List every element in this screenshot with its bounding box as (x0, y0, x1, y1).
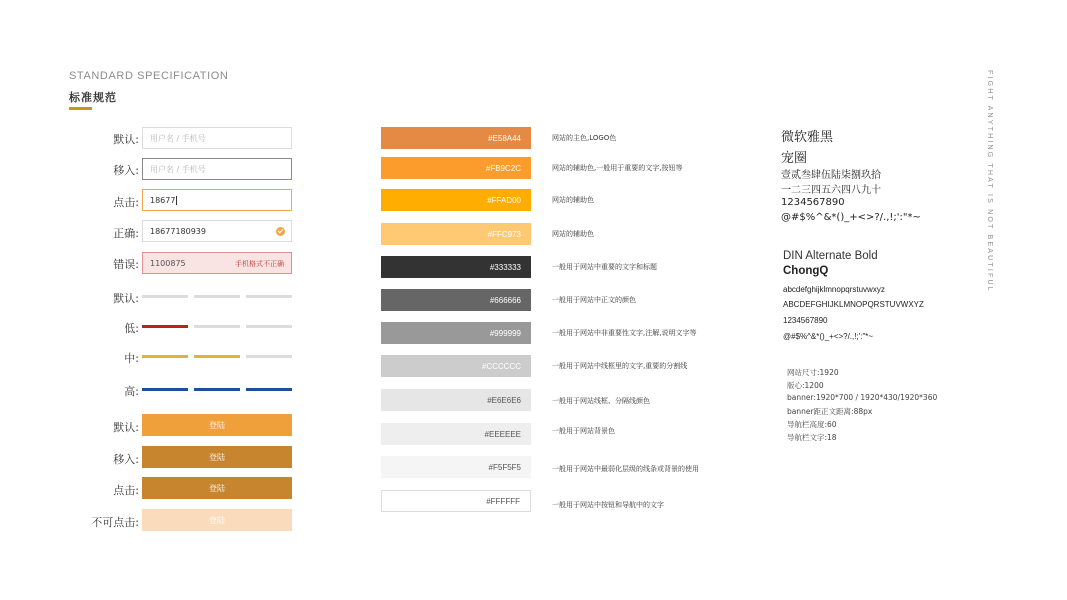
input-valid-label: 正确: (113, 227, 139, 240)
swatch-hex: #E6E6E6 (487, 395, 521, 405)
strength-segment (194, 295, 240, 298)
input-default[interactable] (142, 127, 292, 149)
color-swatch (381, 355, 531, 377)
button-pressed-label: 点击: (113, 484, 139, 497)
swatch-hex: #F5F5F5 (488, 462, 521, 472)
swatch-hex: #333333 (489, 262, 521, 272)
strength-segment (194, 388, 240, 391)
color-swatch (381, 456, 531, 478)
page-title-en: STANDARD SPECIFICATION (69, 70, 229, 82)
strength-meter-high (142, 388, 292, 391)
color-swatch (381, 157, 531, 179)
vertical-slogan: FIGHT ANYTHING THAT IS NOT BEAUTIFUL (986, 70, 993, 293)
error-message: 手机格式不正确 (235, 260, 284, 268)
spec-line: 版心:1200 (787, 381, 824, 390)
strength-segment (246, 388, 292, 391)
strength-segment (246, 355, 292, 358)
strength-segment (246, 295, 292, 298)
font-cn-name: 微软雅黑 (781, 130, 834, 145)
color-desc: 网站的辅助色 (552, 196, 594, 204)
button-disabled-label: 不可点击: (91, 516, 139, 529)
spec-line: 导航栏文字:18 (787, 433, 837, 442)
text-caret (176, 196, 177, 205)
spec-line: banner距正文距离:88px (787, 407, 873, 416)
color-desc: 一般用于网站线框、分隔线颜色 (552, 397, 650, 405)
swatch-hex: #FFAD00 (487, 195, 521, 205)
font-en-symbols: @#$%^&*()_+<>?/.,!;':"*~ (783, 332, 874, 341)
font-cn-numerals: 一二三四五六四八九十 (781, 185, 881, 196)
input-focus[interactable] (142, 189, 292, 211)
strength-segment (142, 295, 188, 298)
input-error-label: 错误: (113, 258, 139, 271)
strength-low-label: 低: (124, 322, 139, 335)
font-cn-symbols: @#$%^&*()_+<>?/.,!;':"*~ (781, 212, 921, 223)
strength-high-label: 高: (124, 385, 139, 398)
button-hover-label: 移入: (113, 453, 139, 466)
font-en-name: DIN Alternate Bold (783, 250, 878, 262)
color-desc: 一般用于网站背景色 (552, 427, 615, 435)
font-cn-sample: 宠圈 (781, 151, 808, 166)
color-desc: 一般用于网站中最弱化层级的线条或背景的使用 (552, 465, 699, 473)
input-default-label: 默认: (113, 133, 139, 146)
color-desc: 一般用于网站中正文的颜色 (552, 296, 636, 304)
input-placeholder: 用户名 / 手机号 (150, 133, 206, 143)
strength-medium-label: 中: (124, 352, 139, 365)
spec-line: 导航栏高度:60 (787, 420, 837, 429)
color-swatch (381, 256, 531, 278)
input-value: 18677 (150, 195, 176, 205)
strength-segment (142, 388, 188, 391)
input-hover-label: 移入: (113, 164, 139, 177)
color-desc: 一般用于网站中线框里的文字,重要的分割线 (552, 362, 688, 370)
title-accent-bar (69, 107, 92, 110)
spec-line: 网站尺寸:1920 (787, 368, 839, 377)
input-focus-label: 点击: (113, 196, 139, 209)
color-swatch (381, 322, 531, 344)
login-button-hover[interactable]: 登陆 (142, 446, 292, 468)
strength-segment (142, 355, 188, 358)
font-en-lowercase: abcdefghijklmnopqrstuvwxyz (783, 285, 885, 294)
input-hover[interactable] (142, 158, 292, 180)
strength-default-label: 默认: (113, 292, 139, 305)
font-cn-digits: 1234567890 (781, 197, 845, 208)
color-swatch (381, 289, 531, 311)
color-swatch (381, 127, 531, 149)
color-swatch (381, 423, 531, 445)
swatch-hex: #999999 (489, 328, 521, 338)
font-cn-numerals-upper: 壹贰叁肆伍陆柒捌玖拾 (781, 170, 881, 181)
color-swatch (381, 389, 531, 411)
color-desc: 网站的主色,LOGO色 (552, 134, 617, 142)
color-swatch (381, 223, 531, 245)
swatch-hex: #FB9C2C (485, 163, 521, 173)
strength-meter-medium (142, 355, 292, 358)
strength-segment (194, 325, 240, 328)
swatch-hex: #FFFFFF (486, 496, 520, 506)
input-placeholder: 用户名 / 手机号 (150, 164, 206, 174)
strength-segment (142, 325, 188, 328)
color-desc: 一般用于网站中重要的文字和标题 (552, 263, 657, 271)
swatch-hex: #EEEEEE (484, 429, 521, 439)
spec-line: banner:1920*700 / 1920*430/1920*360 (787, 393, 938, 402)
button-default-label: 默认: (113, 421, 139, 434)
color-desc: 一般用于网站中按钮和导航中的文字 (552, 501, 664, 509)
font-en-digits: 1234567890 (783, 316, 828, 325)
login-button-disabled: 登陆 (142, 509, 292, 531)
color-desc: 一般用于网站中非重要性文字,注解,说明文字等 (552, 329, 697, 337)
input-valid[interactable] (142, 220, 292, 242)
check-circle-icon (276, 227, 285, 236)
page-title-cn: 标准规范 (69, 91, 117, 104)
strength-meter-default (142, 295, 292, 298)
input-value: 1100875 (150, 258, 186, 268)
strength-segment (246, 325, 292, 328)
swatch-hex: #FFC973 (487, 229, 521, 239)
swatch-hex: #E58A44 (488, 133, 521, 143)
strength-segment (194, 355, 240, 358)
input-error[interactable] (142, 252, 292, 274)
strength-meter-low (142, 325, 292, 328)
font-en-uppercase: ABCDEFGHIJKLMNOPQRSTUVWXYZ (783, 300, 924, 309)
color-desc: 网站的辅助色 (552, 230, 594, 238)
login-button-default[interactable]: 登陆 (142, 414, 292, 436)
login-button-pressed[interactable]: 登陆 (142, 477, 292, 499)
swatch-hex: #666666 (489, 295, 521, 305)
font-en-sample: ChongQ (783, 265, 829, 277)
swatch-hex: #CCCCCC (481, 361, 521, 371)
input-value: 18677180939 (150, 226, 206, 236)
color-swatch (381, 490, 531, 512)
color-swatch (381, 189, 531, 211)
color-desc: 网站的辅助色,一般用于重要的文字,按钮等 (552, 164, 683, 172)
